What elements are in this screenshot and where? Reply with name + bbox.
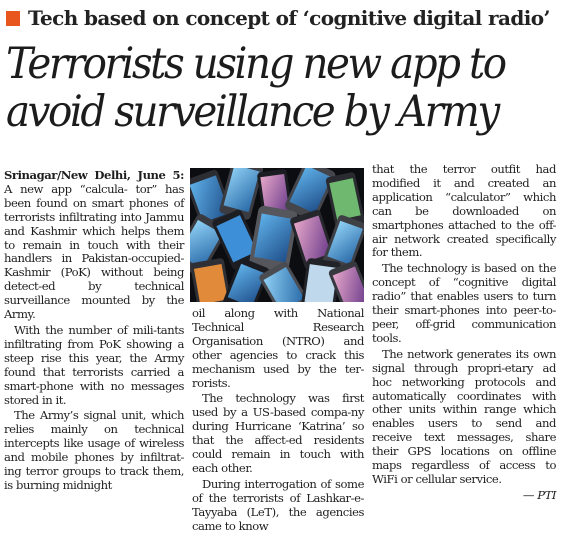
article-paragraph: During interrogation of some of the terrorists of Lashkar-e-Tayyaba (LeT), the agencies came to know: [192, 476, 364, 533]
credit-line: — PTI: [522, 487, 556, 502]
article-paragraph: that the terror outfit had modified it and created an application “calculator” which can be downloaded on smartphones attached to the off-air network created specifically for them.: [372, 162, 556, 260]
article-column-1: [4, 169, 184, 495]
article-paragraph: The technology was first used by a US-based compa-ny during Hurricane ‘Katrina’ so that the affect-ed residents could remain in touch with each other.: [192, 391, 364, 475]
article-paragraph: With the number of mili-tants infiltrating from PoK showing a steep rise this year, the Army found that terrorists carried a smart-phone with no messages stored in it.: [4, 322, 184, 407]
article-paragraph: The Army’s signal unit, which relies mainly on technical intercepts like usage of wireless and mobile phones by infiltrat-ing terror groups to track them, is burning midnight: [4, 408, 184, 492]
headline-line-1: Terrorists using new app to: [6, 39, 505, 89]
article-column-2: [192, 307, 364, 536]
article-paragraph: The network generates its own signal through propri-etary ad hoc networking protocols and automatically coordinates with other units within range which enables users to send and receive text messages, share their GPS locations on offline maps regardless of access to WiFi or cellular service.: [372, 346, 556, 486]
paragraph-text: tor” has been found on smart phones of terrorists infiltrating into Jammu and Kashmir which helps them to remain in touch with their handlers in Pakistan-occupied-Kashmir (PoK) without being detect-ed by technical surveillance mounted by the Army.: [4, 181, 184, 322]
kicker-bar: [6, 3, 560, 33]
headline: [6, 40, 529, 136]
article-column-3: [372, 163, 556, 505]
headline-line-2: avoid surveillance by Army: [6, 87, 498, 137]
paragraph-text: A new app “calcula-: [4, 181, 128, 196]
kicker-text: Tech based on concept of ‘cognitive digital radio’: [28, 6, 550, 30]
smartphones-photo-image: [190, 168, 364, 302]
dateline: Srinagar/New Delhi, June 5:: [4, 168, 184, 182]
smartphones-photo: [190, 168, 364, 302]
article-paragraph: [4, 169, 184, 322]
article-paragraph: The technology is based on the concept of “cognitive digital radio” that enables users to turn their smart-phones into peer-to-peer, off-grid communication tools.: [372, 261, 556, 345]
article-paragraph: oil along with National Technical Research Organisation (NTRO) and other agencies to crack this mechanism used by the ter-rorists.: [192, 306, 364, 390]
kicker-square-icon: [6, 11, 20, 26]
